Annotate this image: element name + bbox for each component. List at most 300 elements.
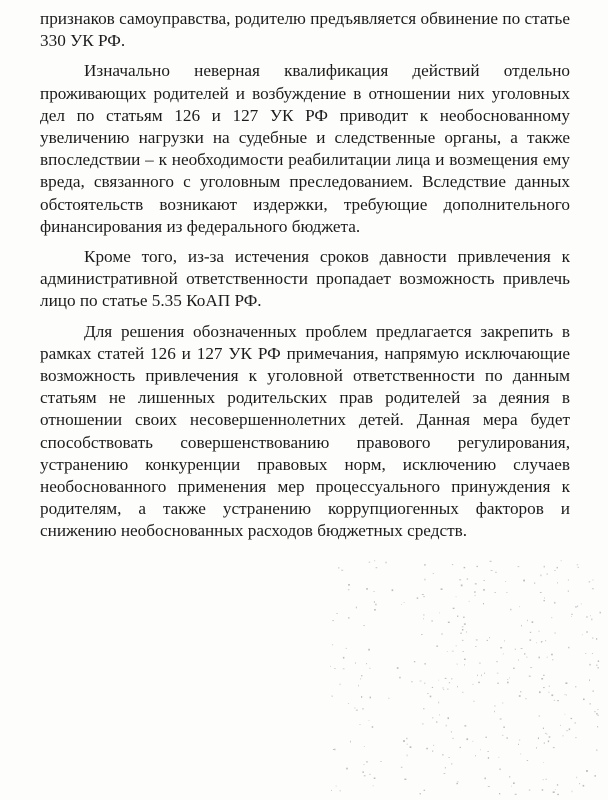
speck (372, 726, 374, 728)
speck (589, 679, 590, 681)
speck (497, 683, 498, 684)
speck (511, 786, 512, 787)
speck (583, 785, 585, 787)
speck (442, 754, 443, 755)
speck (500, 647, 502, 648)
speck (370, 697, 371, 699)
speck (386, 562, 387, 564)
speck (557, 567, 558, 569)
speck (519, 695, 521, 697)
speck (424, 564, 426, 565)
speck (438, 702, 439, 704)
speck (407, 755, 408, 757)
speck (513, 782, 515, 784)
speck (452, 651, 454, 652)
speck (568, 590, 569, 592)
speck (475, 583, 477, 584)
speck (460, 747, 461, 748)
speck (485, 778, 486, 780)
speck (586, 631, 588, 632)
speck (459, 579, 461, 580)
speck (461, 585, 463, 587)
speck (554, 602, 555, 604)
speck (366, 761, 368, 762)
speck (336, 613, 338, 614)
speck (544, 742, 545, 744)
speck (332, 645, 333, 646)
speck (544, 597, 545, 598)
speck (571, 718, 573, 719)
speck (507, 682, 509, 684)
speck (598, 667, 599, 668)
speck (432, 687, 433, 688)
speck (542, 789, 544, 791)
speck (484, 673, 485, 674)
speck (554, 570, 555, 571)
speck (430, 696, 432, 698)
speck (552, 659, 553, 660)
speck (529, 676, 531, 677)
speck (571, 616, 572, 617)
speck (404, 779, 406, 780)
speck (364, 746, 365, 747)
speck (340, 790, 341, 791)
speck (380, 761, 381, 762)
speck (374, 601, 375, 602)
speck (534, 583, 535, 584)
speck (487, 640, 488, 641)
speck (456, 783, 458, 784)
speck (521, 625, 522, 627)
speck (469, 601, 470, 602)
speck (477, 566, 478, 567)
speck (333, 620, 334, 621)
speck (541, 575, 542, 577)
speck (360, 724, 361, 725)
speck (521, 753, 522, 754)
speck (370, 668, 371, 669)
speck (526, 698, 527, 699)
speck (441, 633, 442, 634)
speck (464, 659, 466, 660)
speck (373, 785, 374, 786)
speck (499, 757, 500, 758)
speck (445, 678, 447, 679)
speck (451, 678, 452, 679)
speck (331, 696, 333, 697)
speck (494, 711, 495, 712)
speck (366, 663, 367, 664)
speck (524, 653, 525, 655)
speck (356, 607, 357, 609)
speck (549, 736, 551, 737)
speck (506, 592, 507, 593)
speck (403, 740, 405, 742)
speck (542, 641, 543, 642)
speck (330, 666, 331, 667)
speck (586, 770, 588, 772)
speck (340, 684, 341, 686)
speck (543, 728, 544, 729)
speck (544, 600, 545, 601)
speck (445, 767, 446, 769)
speck (370, 774, 371, 775)
speck (432, 620, 433, 621)
speck (451, 731, 452, 732)
speck (592, 653, 593, 654)
speck (411, 681, 412, 682)
speck (452, 564, 453, 565)
speck (358, 685, 359, 687)
speck (507, 679, 508, 680)
speck (543, 687, 545, 688)
speck (427, 693, 428, 694)
speck (597, 726, 598, 727)
speck (343, 669, 345, 670)
paragraph-continuation: признаков самоуправства, родителю предъявляется обвинение по статье 330 УК РФ. (40, 9, 570, 51)
speck (467, 579, 468, 580)
speck (566, 731, 568, 732)
speck (373, 591, 375, 592)
speck (436, 646, 438, 647)
speck (541, 678, 543, 680)
speck (474, 591, 476, 592)
speck (523, 580, 525, 582)
speck (532, 621, 534, 623)
speck (529, 790, 531, 791)
speck (579, 783, 580, 784)
speck (453, 608, 455, 609)
speck (348, 589, 350, 590)
speck (331, 790, 332, 791)
speck (421, 634, 423, 635)
speck (404, 602, 405, 603)
speck (457, 782, 459, 783)
speck (547, 657, 548, 658)
speck (346, 648, 347, 649)
speck (557, 582, 558, 584)
speck (425, 663, 426, 665)
speck (473, 701, 474, 702)
speck (509, 776, 510, 778)
speck (368, 649, 370, 651)
speck (477, 675, 478, 677)
speck (488, 757, 489, 759)
speck (575, 686, 576, 687)
paragraph-limitation-period: Кроме того, из-за истечения сроков давности привлечения к административной ответственности пропадает возможность привлечь лицо по статье 5.35 КоАП РФ. (40, 247, 570, 311)
speck (543, 762, 544, 763)
speck (557, 700, 559, 701)
speck (448, 717, 450, 719)
speck (496, 661, 498, 662)
speck (590, 615, 591, 616)
speck (491, 570, 493, 571)
speck (397, 667, 399, 669)
speck (536, 747, 537, 749)
speck (575, 722, 576, 723)
speck (576, 737, 577, 738)
speck (549, 686, 550, 687)
speck (392, 589, 394, 591)
speck (399, 677, 400, 679)
speck (439, 680, 440, 681)
paragraph-proposal: Для решения обозначенных проблем предлагается закрепить в рамках статей 126 и 127 УК РФ примечания, напрямую исключающие возможность привлечения к уголовной ответственности по данным статьям не лишенных родительских прав родителей за деяния в отношении своих несовершеннолетних детей. Данная мера будет способствовать совершенствованию правового регулирования, устранению конкуренции правовых норм, исключению случаев необоснованного применения мер процессуального принуждения к родителям, а также устранению коррупциогенных факторов и снижению необоснованных расходов бюджетных средств. (40, 321, 570, 541)
speck (484, 580, 485, 581)
speck (447, 651, 448, 652)
speck (539, 715, 540, 717)
speck (488, 786, 490, 787)
speck (483, 589, 485, 591)
speck (568, 647, 569, 649)
speck (364, 775, 366, 776)
speck (433, 573, 435, 574)
speck (530, 632, 531, 633)
speck (502, 703, 503, 704)
speck (495, 572, 497, 573)
speck (575, 606, 577, 607)
speck (424, 790, 426, 791)
speck (586, 616, 588, 617)
speck (520, 691, 521, 692)
speck (551, 617, 552, 618)
speck (376, 567, 378, 568)
speck (457, 664, 458, 665)
speck (513, 668, 515, 669)
speck (472, 741, 473, 742)
speck (464, 725, 466, 726)
speck (515, 794, 517, 795)
speck (369, 720, 370, 721)
speck (424, 596, 425, 597)
speck (585, 653, 586, 654)
speck (462, 692, 463, 693)
speck (569, 728, 570, 730)
speck (553, 747, 555, 748)
speck (598, 660, 599, 662)
speck (449, 757, 450, 758)
speck (360, 678, 361, 679)
speck (597, 749, 598, 751)
speck (538, 737, 539, 739)
speck (433, 745, 434, 746)
speck (593, 637, 594, 639)
speck (527, 760, 528, 761)
speck (444, 773, 446, 774)
speck (591, 619, 592, 621)
speck (483, 603, 484, 604)
speck (355, 662, 356, 664)
speck (503, 727, 505, 728)
speck (494, 706, 495, 707)
speck (423, 708, 424, 709)
speck (417, 597, 419, 599)
speck (464, 623, 466, 624)
speck (464, 567, 466, 568)
speck (507, 737, 508, 739)
speck (565, 714, 566, 715)
speck (583, 699, 585, 701)
speck (462, 640, 464, 641)
speck (577, 777, 578, 779)
speck (565, 694, 566, 695)
speck (481, 675, 482, 677)
speck (336, 786, 337, 787)
speck (487, 751, 489, 752)
speck (594, 711, 595, 712)
speck (375, 604, 376, 606)
speck (536, 643, 537, 644)
speck (568, 580, 569, 581)
speck (414, 661, 415, 662)
speck (350, 741, 351, 743)
speck (362, 709, 364, 710)
speck (577, 565, 579, 566)
speck (476, 640, 478, 641)
speck (448, 688, 449, 690)
speck (446, 725, 447, 727)
speck (527, 620, 528, 622)
speck (541, 641, 542, 643)
speck (526, 657, 527, 658)
speck (499, 793, 500, 794)
speck (364, 764, 365, 765)
speck (582, 635, 583, 636)
speck (478, 682, 480, 683)
speck (475, 595, 476, 596)
speck (374, 609, 376, 610)
speck (354, 708, 355, 709)
speck (578, 567, 579, 568)
speck (441, 588, 443, 590)
speck (466, 631, 467, 633)
speck (597, 715, 599, 716)
speck (519, 606, 520, 607)
speck (334, 668, 336, 669)
speck (463, 651, 465, 652)
speck (589, 664, 590, 666)
speck (538, 631, 539, 632)
speck (518, 660, 519, 661)
speck (452, 738, 453, 739)
speck (557, 784, 558, 785)
speck (426, 748, 428, 750)
speck (546, 779, 547, 780)
speck (374, 560, 375, 561)
speck (410, 746, 412, 748)
speck (369, 562, 370, 563)
speck (462, 629, 464, 631)
speck (500, 719, 502, 720)
speck (539, 657, 540, 659)
speck (596, 713, 598, 714)
speck (500, 768, 501, 770)
speck (581, 603, 582, 604)
speck (560, 725, 561, 726)
speck (504, 640, 505, 641)
speck (366, 588, 368, 590)
speck (432, 750, 433, 752)
speck (490, 561, 492, 562)
speck (423, 618, 424, 619)
speck (388, 698, 389, 699)
speck (590, 703, 591, 704)
speck (554, 791, 555, 792)
speck (407, 744, 408, 745)
speck (433, 717, 434, 719)
speck (341, 570, 343, 571)
speck (420, 793, 421, 794)
speck (548, 740, 549, 742)
speck (423, 615, 424, 616)
speck (439, 715, 440, 716)
speck (425, 683, 426, 685)
speck (456, 646, 457, 647)
speck (363, 625, 364, 626)
speck (547, 573, 548, 575)
speck (401, 604, 402, 605)
speck (515, 649, 516, 650)
speck (436, 721, 437, 723)
speck (577, 606, 578, 608)
speck (503, 654, 504, 655)
speck (565, 682, 567, 684)
speck (596, 638, 597, 640)
speck (600, 612, 601, 614)
speck (557, 794, 559, 795)
speck (361, 696, 362, 698)
speck (540, 592, 542, 593)
speck (572, 791, 573, 793)
speck (338, 567, 339, 569)
speck (485, 737, 487, 738)
speck (472, 684, 473, 685)
speck (546, 734, 547, 735)
speck (463, 617, 465, 618)
speck (475, 755, 476, 756)
speck (543, 675, 544, 676)
speck (363, 771, 364, 773)
speck (551, 694, 553, 696)
speck (422, 594, 424, 595)
speck (348, 617, 349, 619)
speck (510, 609, 511, 611)
speck (592, 588, 594, 589)
speck (554, 633, 555, 634)
speck (544, 566, 545, 568)
speck (406, 738, 407, 739)
speck (443, 689, 444, 690)
speck (566, 695, 567, 696)
speck (545, 640, 546, 641)
speck (448, 622, 450, 623)
speck (475, 646, 476, 647)
speck (334, 749, 335, 751)
speck (333, 749, 335, 750)
speck (343, 657, 345, 659)
speck (480, 750, 481, 751)
speck (452, 763, 453, 765)
speck (401, 767, 403, 768)
speck (457, 616, 458, 618)
speck (553, 791, 555, 793)
speck (497, 673, 499, 674)
speck (539, 691, 541, 693)
speck (348, 703, 349, 704)
speck (420, 681, 422, 682)
speck (554, 700, 555, 701)
speck (545, 733, 547, 734)
speck (530, 639, 532, 640)
